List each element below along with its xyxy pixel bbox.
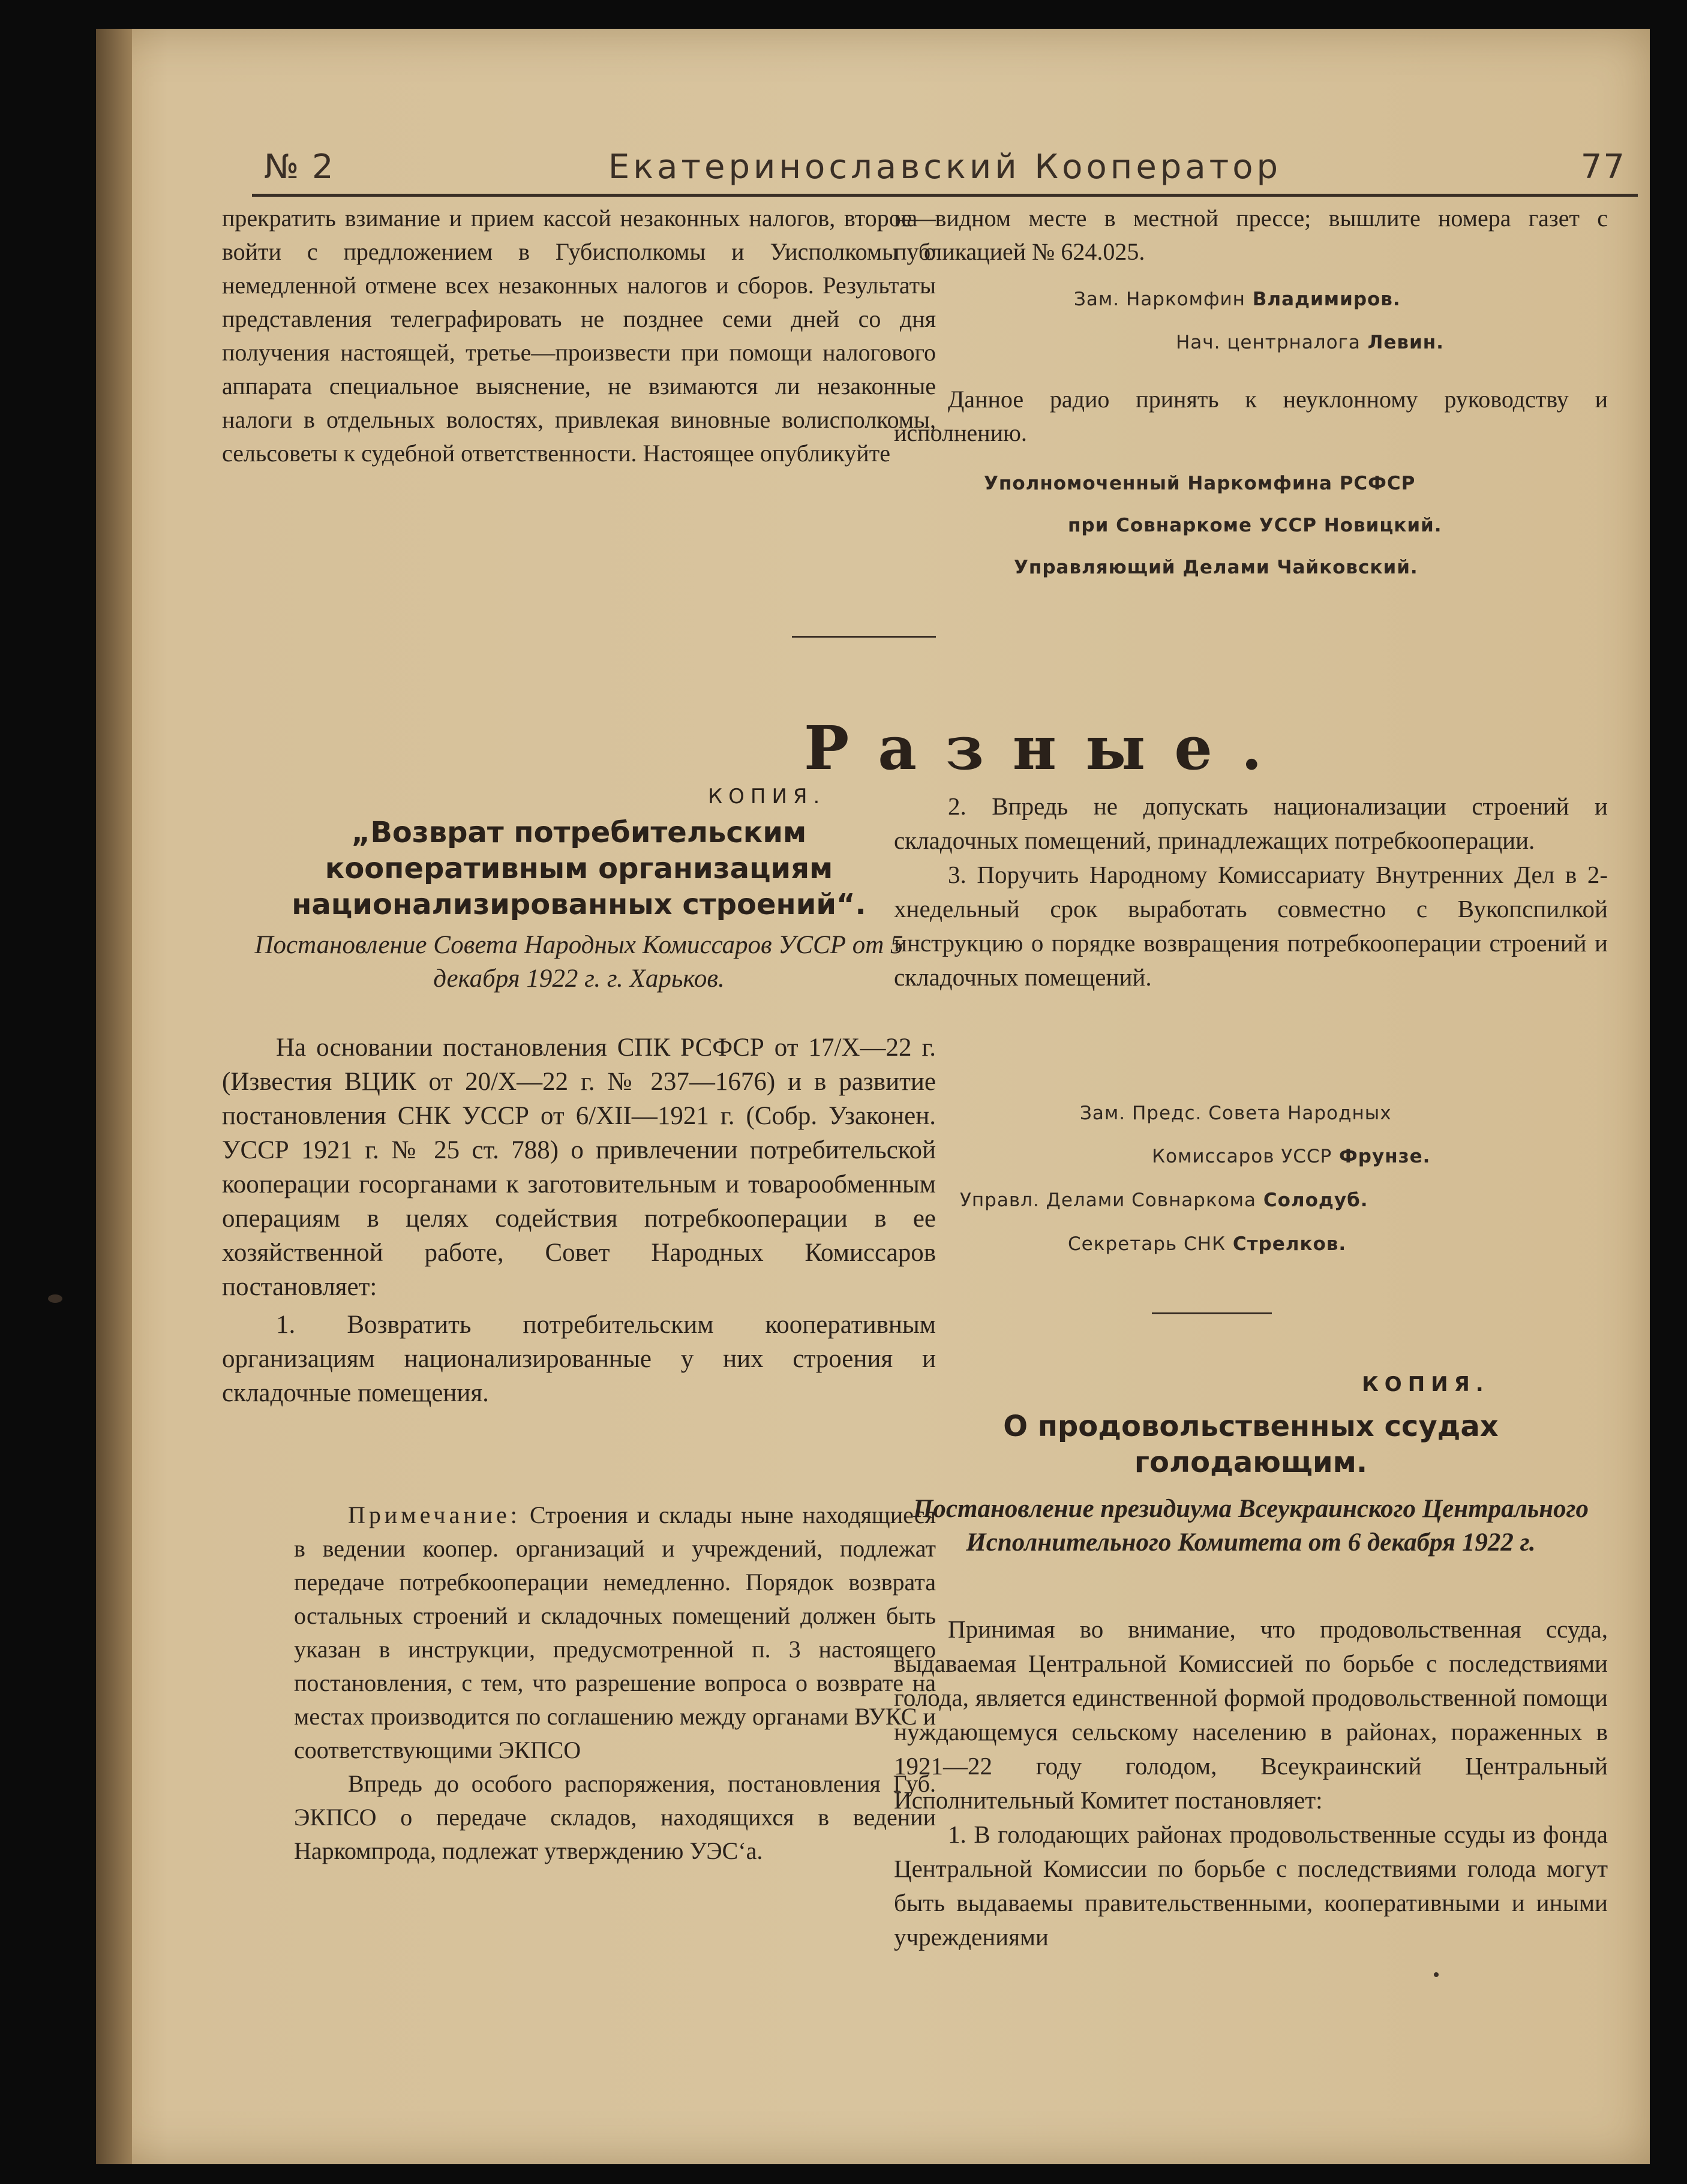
article-subtitle: Постановление Совета Народных Комиссаров УССР от 5 декабря 1922 г. г. Харьков. (254, 931, 903, 993)
section-title: Разные. (804, 713, 1291, 783)
note-continued: Впредь до особого распоряжения, постановления Губ. ЭКПСО о передаче складов, находящихся в ведении Наркомпрода, подлежат утверждению УЭС‘а. (294, 1770, 936, 1864)
ink-spot (1434, 1972, 1439, 1977)
article1-body (222, 1031, 936, 1410)
paragraph: 1. В голодающих районах продовольственные ссуды из фонда Центральной Комиссии по борьбе с последствиями голода могут быть выдаваемы правительственными, кооперативными и иными учреждениями (894, 1820, 1608, 1951)
note-label: Примечание: (348, 1501, 521, 1528)
show-through-text (228, 653, 235, 686)
paragraph: 2. Впредь не допускать национализации строений и складочных помещений, принадлежащих потребкооперации. (894, 792, 1608, 854)
note-text: Строения и склады ныне находящиеся в ведении коопер. организаций и учреждений, подлежат передаче потребкооперации немедленно. Порядок возврата остальных строений и складочных помещений должен быть указан в инструкции, предусмотренной п. 3 настоящего постановления, с тем, что разрешение вопроса о возврате на местах производится по соглашению между органами ВУКС и соответствующими ЭКПСО (294, 1501, 936, 1764)
signature-line: Управл. Делами Совнаркома Солодуб. (960, 1189, 1368, 1211)
top-left-column (222, 202, 936, 470)
signature-line: Нач. центрналога Левин. (1176, 332, 1444, 353)
paragraph: Принимая во внимание, что продовольственная ссуда, выдаваемая Центральной Комиссией по борьбе с последствиями голода, является единственной формой продовольственной помощи нуждающемуся сельскому населению в районах, пораженных в 1921—22 году голодом, Всеукраинский Центральный Исполнительный Комитет постановляет: (894, 1615, 1608, 1814)
copy-label: КОПИЯ. (1362, 1372, 1490, 1396)
top-right-column (894, 202, 1608, 269)
ink-spot (48, 1294, 62, 1303)
article-title: О продовольственных ссудах голодающим. (1003, 1410, 1499, 1479)
signature-line: при Совнаркоме УССР Новицкий. (1068, 515, 1442, 536)
signature-line: Секретарь СНК Стрелков. (1068, 1233, 1347, 1255)
article1-continued (894, 789, 1608, 995)
copy-label: КОПИЯ. (708, 785, 826, 809)
article-title: „Возврат потребительским кооперативным организациям национализированных строений“. (292, 816, 866, 921)
continued-text: прекратить взимание и прием кассой незаконных налогов, второе—войти с предложением в Губисполкомы и Уисполкомы о немедленной отмене всех незаконных налогов и сборов. Результаты представления телеграфировать не позднее семи дней со дня получения настоящей, третье—произвести при помощи налогового аппарата специальное выяснение, не взимаются ли незаконные налоги в отдельных волостях, привлекая виновные волисполкомы, сельсоветы к судебной ответственности. Настоящее опубликуйте (222, 205, 936, 467)
article-subtitle: Постановление президиума Всеукраинского Центрального Исполнительного Комитета от 6 декабря 1922 г. (912, 1495, 1589, 1557)
signature-line: Зам. Наркомфин Владимиров. (1074, 289, 1401, 310)
running-header (252, 124, 1638, 190)
article1-note (294, 1498, 936, 1868)
radio-instruction: Данное радио принять к неуклонному руководству и исполнению. (894, 386, 1608, 446)
continued-text-right: на видном месте в местной прессе; вышлите номера газет с публикацией № 624.025. (894, 205, 1608, 265)
paragraph: 1. Возвратить потребительским кооперативным организациям национализированные у них строения и складочные помещения. (222, 1311, 936, 1407)
separator-rule (792, 636, 936, 638)
separator-rule (1152, 1312, 1272, 1314)
page-number: 77 (1580, 148, 1626, 187)
page-gutter (96, 29, 132, 2164)
journal-page (96, 29, 1650, 2164)
signature-line: Зам. Предс. Совета Народных (1080, 1102, 1392, 1124)
issue-number: № 2 (264, 148, 335, 187)
signature-line: Уполномоченный Наркомфина РСФСР (984, 473, 1416, 494)
journal-title: Екатеринославский Кооператор (608, 148, 1282, 187)
paragraph: На основании постановления СПК РСФСР от 17/X—22 г. (Известия ВЦИК от 20/X—22 г. № 237—1676) и в развитие постановления СНК УССР от 6/XII—1921 г. (Собр. Узаконен. УССР 1921 г. № 25 ст. 788) о привлечении потребительской кооперации госорганами к заготовительным и товарообменным операциям в целях содействия потребкооперации в ее хозяйственной работе, Совет Народных Комиссаров постановляет: (222, 1034, 936, 1301)
header-rule (252, 194, 1638, 197)
paragraph: 3. Поручить Народному Комиссариату Внутренних Дел в 2-хнедельный срок выработать совместно с Вукопспилкой инструкцию о порядке возвращения потребкооперации строений и складочных помещений. (894, 861, 1608, 991)
signature-line: Управляющий Делами Чайковский. (1014, 557, 1418, 578)
signature-line: Комиссаров УССР Фрунзе. (1152, 1146, 1431, 1167)
article2-body (894, 1612, 1608, 1954)
